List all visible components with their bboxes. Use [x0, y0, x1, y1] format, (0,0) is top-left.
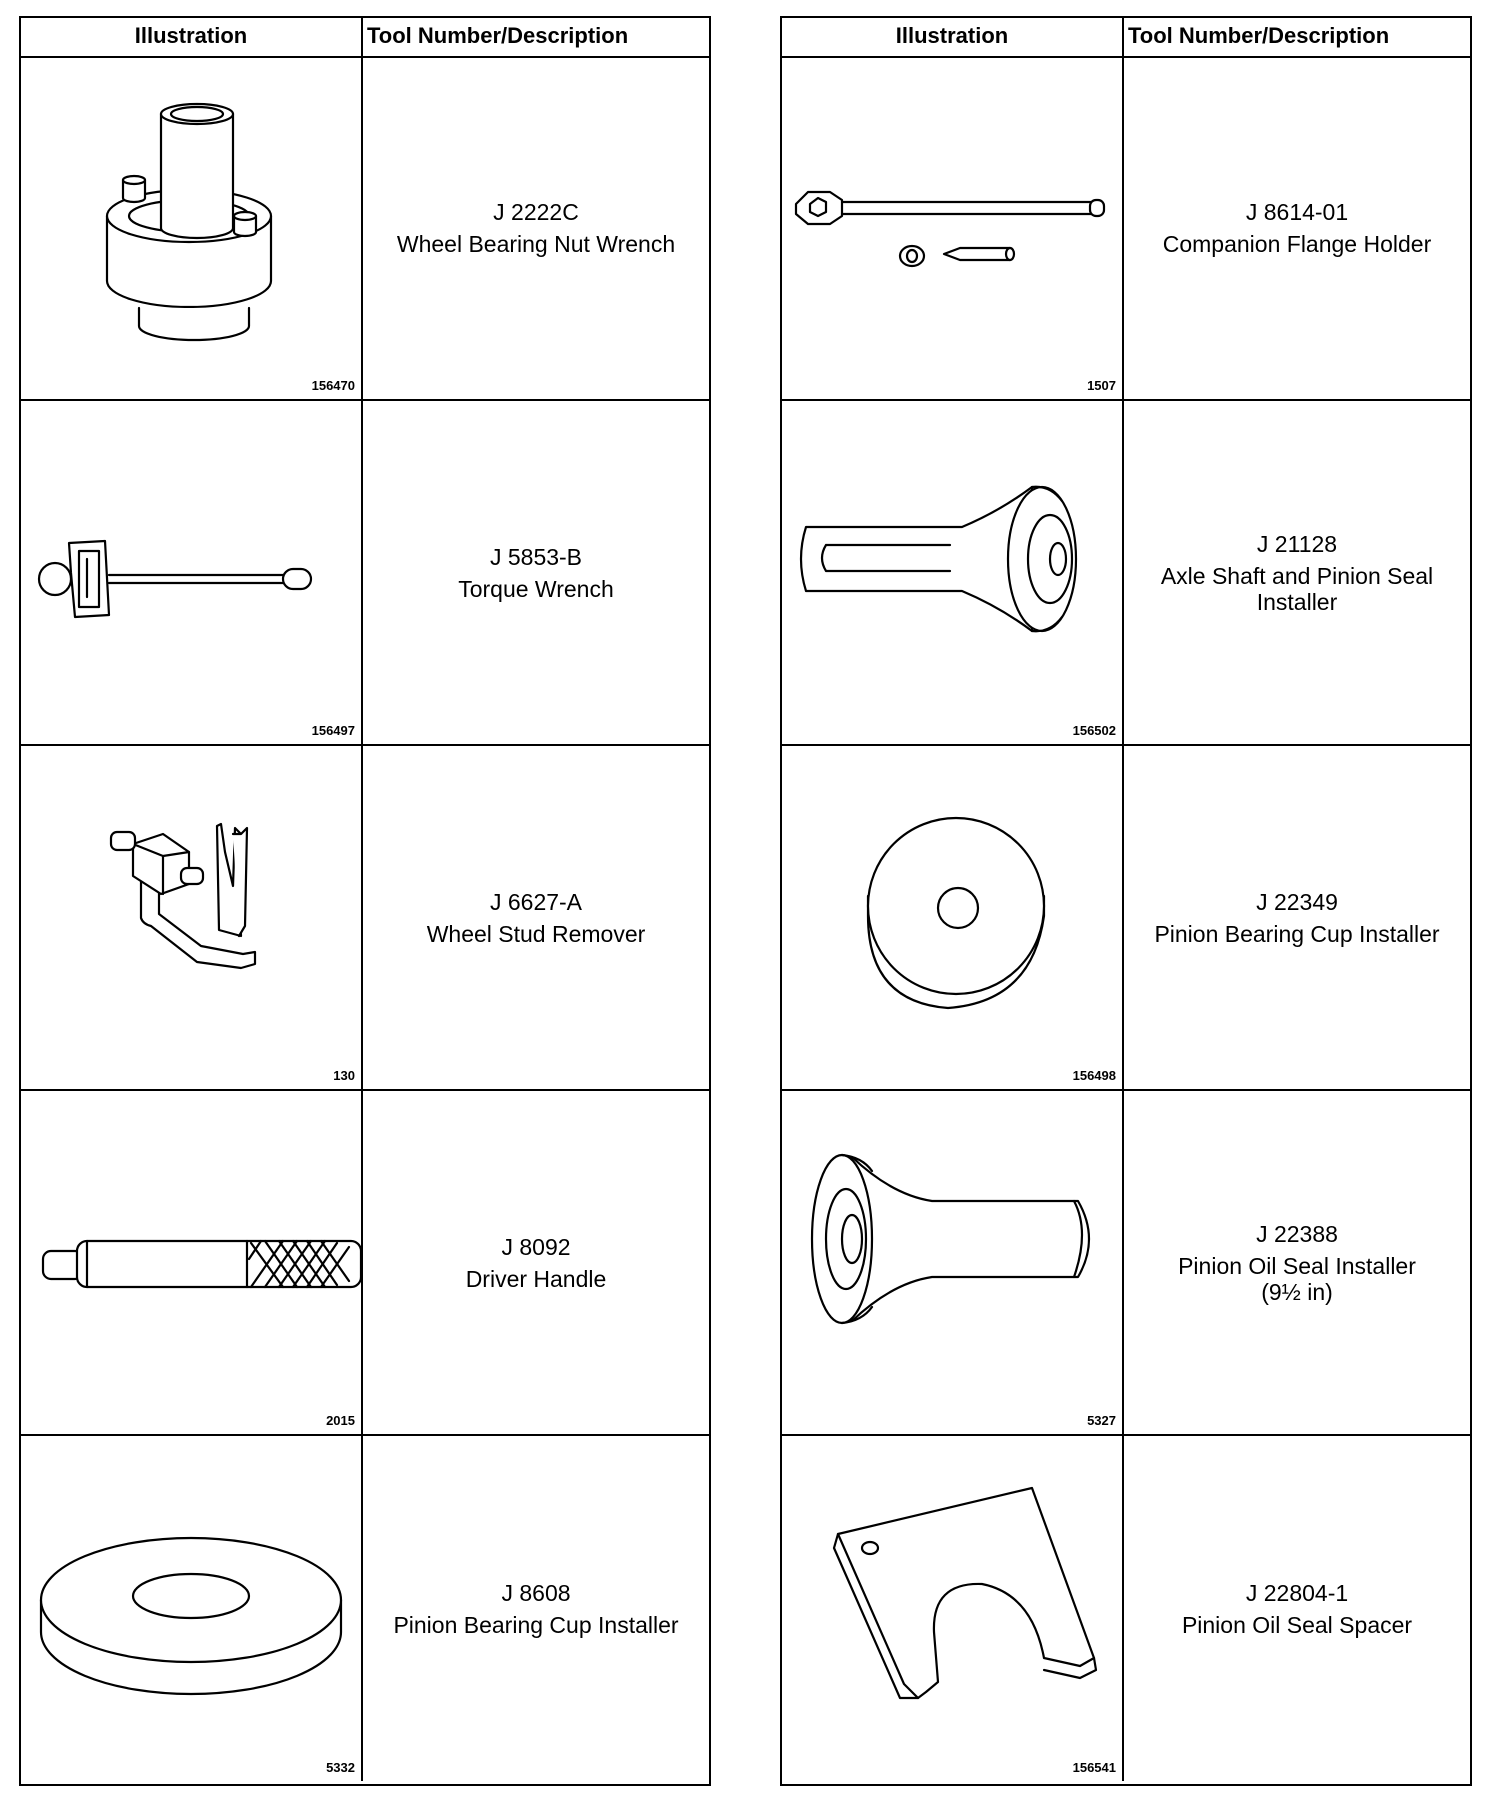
- figure-number: 2015: [326, 1413, 355, 1428]
- tool-number: J 5853-B: [489, 543, 583, 570]
- tool-description: Companion Flange Holder: [1162, 230, 1432, 257]
- torque-wrench-icon: [21, 401, 361, 744]
- tool-description-cell: [363, 746, 709, 1089]
- tool-description-cell: [363, 401, 709, 744]
- illustration-cell: [21, 1091, 363, 1434]
- tool-description-cell: [1124, 746, 1470, 1089]
- tool-description-cell: [363, 1436, 709, 1781]
- tool-number: J 6627-A: [489, 888, 583, 915]
- figure-number: 156470: [311, 378, 355, 393]
- tool-number: J 8092: [501, 1233, 571, 1260]
- header-tool-description: Tool Number/Description: [367, 23, 629, 48]
- figure-number: 130: [333, 1068, 355, 1083]
- figure-number: 156498: [1072, 1068, 1116, 1083]
- tool-description: Pinion Oil Seal Installer: [1178, 1252, 1416, 1279]
- illustration-cell: [21, 1436, 363, 1781]
- tool-description: Axle Shaft and Pinion Seal: [1160, 562, 1434, 589]
- tool-description: Wheel Bearing Nut Wrench: [396, 230, 676, 257]
- illustration-cell: [782, 1091, 1124, 1434]
- table-row: [782, 401, 1470, 746]
- tool-number: J 22804-1: [1245, 1579, 1349, 1606]
- tool-table-left: [19, 16, 711, 1786]
- companion-flange-holder-icon: [782, 56, 1122, 399]
- illustration-cell: [21, 56, 363, 399]
- illustration-cell: [782, 1436, 1124, 1781]
- table-row: [21, 401, 709, 746]
- tool-description-cell: [363, 1091, 709, 1434]
- tool-number: J 22349: [1256, 888, 1338, 915]
- driver-handle-icon: [21, 1091, 361, 1434]
- pinion-oil-seal-spacer-icon: [782, 1436, 1122, 1779]
- header-illustration: Illustration: [782, 18, 1124, 56]
- figure-number: 5332: [326, 1760, 355, 1775]
- illustration-cell: [21, 746, 363, 1089]
- table-row: [21, 746, 709, 1091]
- tool-description: Pinion Oil Seal Spacer: [1181, 1611, 1413, 1638]
- tool-description: Pinion Bearing Cup Installer: [1154, 920, 1440, 947]
- table-row: [782, 1436, 1470, 1781]
- tool-number: J 22388: [1256, 1220, 1338, 1247]
- tool-description-cell: [1124, 56, 1470, 399]
- table-row: [21, 56, 709, 401]
- illustration-cell: [782, 401, 1124, 744]
- axle-shaft-seal-installer-icon: [782, 401, 1122, 744]
- figure-number: 156502: [1072, 723, 1116, 738]
- illustration-cell: [782, 56, 1124, 399]
- header-tool-description: Tool Number/Description: [1128, 23, 1390, 48]
- tool-number: J 2222C: [493, 198, 579, 225]
- table-header: [782, 18, 1470, 58]
- tool-description: Driver Handle: [465, 1265, 607, 1292]
- header-illustration: Illustration: [21, 18, 363, 56]
- tool-description-cell: [1124, 1436, 1470, 1781]
- illustration-cell: [21, 401, 363, 744]
- tool-table-right: [780, 16, 1472, 1786]
- table-row: [21, 1091, 709, 1436]
- pinion-oil-seal-installer-icon: [782, 1091, 1122, 1434]
- figure-number: 156541: [1072, 1760, 1116, 1775]
- figure-number: 5327: [1087, 1413, 1116, 1428]
- wheel-bearing-nut-wrench-icon: [21, 56, 361, 399]
- tool-description: Torque Wrench: [458, 575, 614, 602]
- tool-number: J 8614-01: [1245, 198, 1349, 225]
- figure-number: 1507: [1087, 378, 1116, 393]
- table-header: [21, 18, 709, 58]
- tool-description: Pinion Bearing Cup Installer: [393, 1611, 679, 1638]
- tool-number: J 21128: [1256, 530, 1338, 557]
- tool-description-cell: [363, 56, 709, 399]
- tool-description: Wheel Stud Remover: [426, 920, 646, 947]
- table-row: [21, 1436, 709, 1781]
- tool-description-line2: (9½ in): [1261, 1278, 1333, 1305]
- wheel-stud-remover-icon: [21, 746, 361, 1089]
- table-row: [782, 1091, 1470, 1436]
- figure-number: 156497: [311, 723, 355, 738]
- tool-description-line2: Installer: [1256, 588, 1338, 615]
- illustration-cell: [782, 746, 1124, 1089]
- tool-description-cell: [1124, 401, 1470, 744]
- pinion-bearing-cup-installer-icon: [21, 1436, 361, 1779]
- table-row: [782, 56, 1470, 401]
- pinion-bearing-cup-installer-disc-icon: [782, 746, 1122, 1089]
- tool-number: J 8608: [501, 1579, 571, 1606]
- table-row: [782, 746, 1470, 1091]
- tool-description-cell: [1124, 1091, 1470, 1434]
